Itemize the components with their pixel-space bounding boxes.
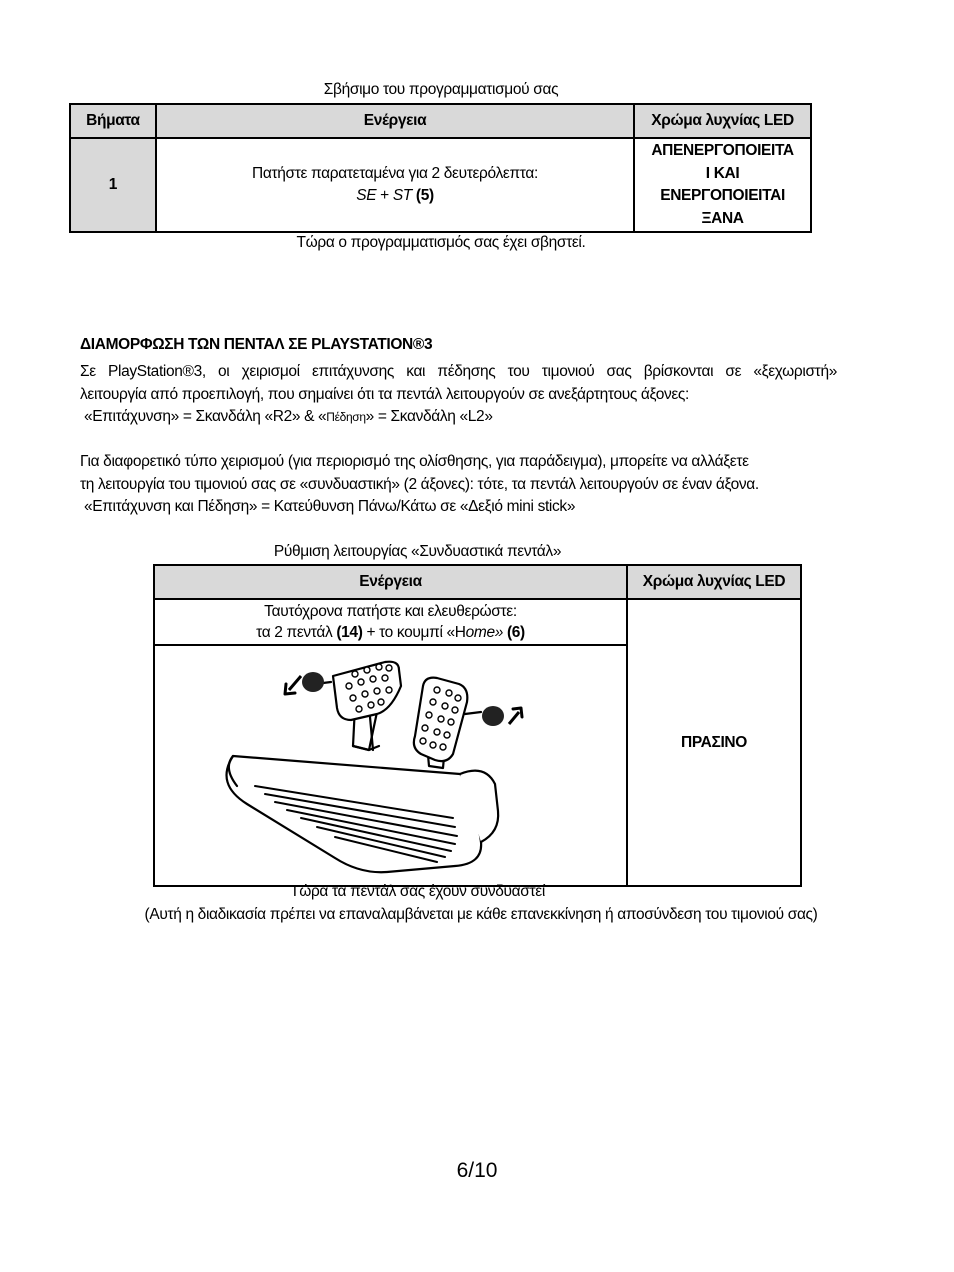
text: «Επιτάχυνση» = Σκανδάλη «R2» & « (80, 408, 327, 425)
step-number: 1 (70, 138, 156, 232)
pedal-base (227, 756, 482, 872)
p2-line: τη λειτουργία του τιμονιού σας σε «συνδυαστική» (2 άξονες): τότε, τα πεντάλ λειτουργούν σε έναν άξονα. (80, 475, 759, 493)
action-line: Πατήστε παρατεταμένα για 2 δευτερόλεπτα: (252, 165, 538, 182)
table2-after-text: Τώρα τα πεντάλ σας έχουν συνδυαστεί (290, 883, 545, 900)
p2-line: Για διαφορετικό τύπο χειρισμού (για περιορισμό της ολίσθησης, για παράδειγμα), μπορείτε να αλλάξετε (80, 453, 749, 470)
action-keys (158, 185, 632, 207)
pedals-illustration-cell (154, 645, 627, 886)
led-line: Ι ΚΑΙ (705, 164, 740, 182)
action-cell (156, 138, 634, 232)
header-action: Ενέργεια (154, 565, 627, 599)
led-line: ΑΠΕΝΕΡΓΟΠΟΙΕΙΤΑ (651, 142, 794, 159)
p2-line: «Επιτάχυνση και Πέδηση» = Κατεύθυνση Πάνω/Κάτω σε «Δεξιό mini stick» (80, 498, 576, 515)
p1-line (80, 406, 837, 429)
p1-line: λειτουργία από προεπιλογή, που σημαίνει ότι τα πεντάλ λειτουργούν σε ανεξάρτητους άξονες: (80, 385, 690, 403)
header-led: Χρώμα λυχνίας LED (634, 104, 811, 138)
page-number: 6/10 (456, 1159, 498, 1182)
table2-note: (Αυτή η διαδικασία πρέπει να επαναλαμβάνεται με κάθε επανεκκίνηση ή αποσύνδεση του τιμονιού σας) (144, 906, 818, 923)
paragraph-1 (80, 361, 837, 429)
led-line: ΞΑΝΑ (701, 209, 744, 227)
pedal-ref: (14) (336, 624, 363, 641)
p1-line: Σε PlayStation®3, οι χειρισμοί επιτάχυνσης και πέδησης του τιμονιού σας βρίσκονται σε «ξεχωριστή» (80, 363, 837, 380)
accelerator-press-indicator (482, 706, 522, 726)
action-line: Ταυτόχρονα πατήστε και ελευθερώστε: (264, 603, 517, 620)
header-action: Ενέργεια (156, 104, 634, 138)
header-led: Χρώμα λυχνίας LED (627, 565, 801, 599)
plus-sign: + (376, 187, 393, 204)
text: ome» (465, 624, 503, 641)
text: + το κουμπί «H (362, 624, 466, 641)
pedals-illustration (155, 646, 626, 880)
led-cell: ΠΡΑΣΙΝΟ (627, 599, 801, 886)
led-line: ΕΝΕΡΓΟΠΟΙΕΙΤΑΙ (660, 187, 785, 204)
action-line (156, 622, 625, 643)
table1-after-text: Τώρα ο προγραμματισμός σας έχει σβηστεί. (296, 234, 586, 251)
table1-caption: Σβήσιμο του προγραμματισμού σας (323, 81, 559, 98)
text: τα 2 πεντάλ (256, 624, 337, 641)
paragraph-2 (80, 451, 840, 519)
header-steps: Βήματα (70, 104, 156, 138)
key-ref: (5) (411, 187, 434, 204)
led-cell (634, 138, 811, 232)
text: Πέδηση (326, 410, 366, 424)
key-st: ST (392, 187, 412, 204)
button-ref: (6) (502, 624, 525, 641)
table2-caption: Ρύθμιση λειτουργίας «Συνδυαστικά πεντάλ» (273, 543, 562, 560)
action-cell (154, 599, 627, 645)
section-heading: ΔΙΑΜΟΡΦΩΣΗ ΤΩΝ ΠΕΝΤΑΛ ΣΕ PLAYSTATION®3 (80, 336, 433, 353)
key-se: SE (356, 187, 377, 204)
combined-pedals-table (153, 564, 802, 887)
brake-press-indicator (285, 672, 324, 694)
text: » = Σκανδάλη «L2» (365, 408, 493, 425)
erase-programming-table (69, 103, 812, 233)
